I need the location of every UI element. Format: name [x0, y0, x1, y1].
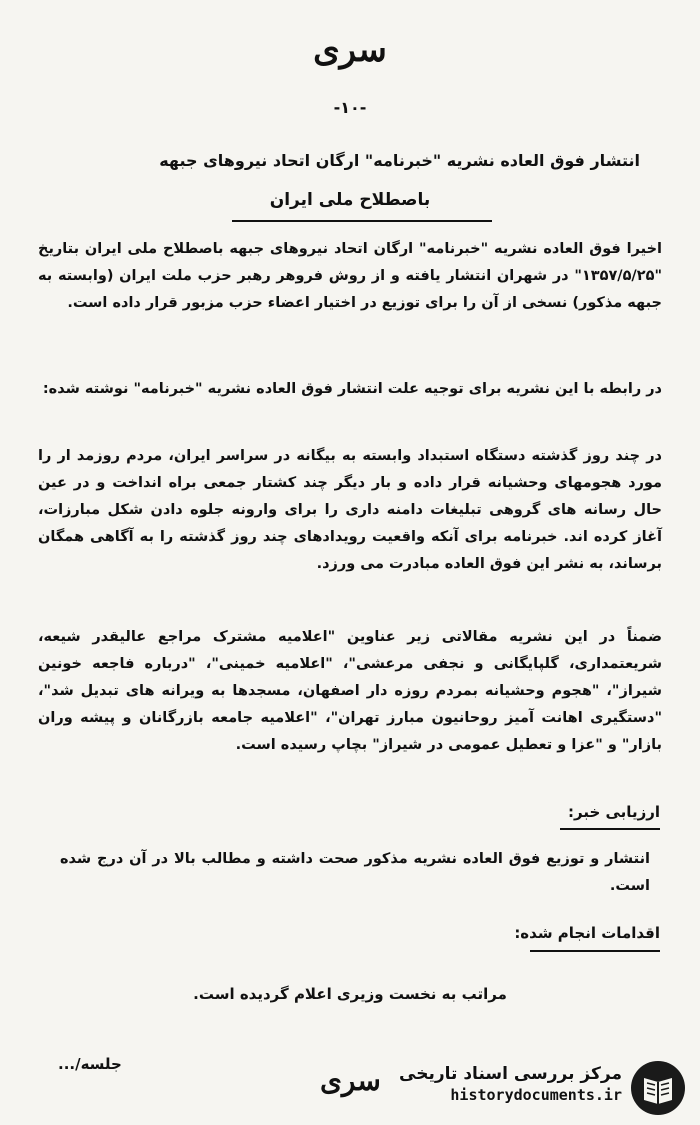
watermark-title: مرکز بررسی اسناد تاریخی: [399, 1064, 622, 1084]
actions-text: مراتب به نخست وزیری اعلام گردیده است.: [193, 985, 507, 1003]
watermark-text: [399, 1064, 622, 1104]
classification-stamp: سری: [313, 30, 387, 70]
footer-classification-stamp: سری: [320, 1064, 381, 1097]
paragraph-4: ضمناً در این نشریه مقالاتی زیر عناوین "اعلامیه مشترک مراجع عالیقدر شیعه، شریعتمداری، گلپایگانی و نجفی مرعشی"، "اعلامیه خمینی"، "درباره فاجعه خونین شیراز"، "هجوم وحشیانه بمردم روزه دار اصفهان، مسجدها به ویرانه های تبدیل شد"، "دستگیری اهانت آمیز روحانیون مبارز تهران"، "اعلامیه جامعه بازرگانان و پیشه وران بازار" و "عزا و تعطیل عمومی در شیراز" بچاپ رسیده است.: [38, 629, 662, 753]
paragraph-1: اخیرا فوق العاده نشریه "خبرنامه" ارگان اتحاد نیروهای جبهه باصطلاح ملی ایران بتاریخ "۱۳۵۷/۵/۲۵" در شهران انتشار یافته و از روش فروهر رهبر حزب ملت ایران (وابسته به جبهه مذکور) نسخی از آن را برای توزیع در اختیار اعضاء حزب مزبور قرار داده است.: [38, 241, 662, 311]
page-number: -۱۰-: [333, 98, 367, 117]
actions-underline: [530, 950, 660, 952]
watermark-url: historydocuments.ir: [450, 1086, 622, 1104]
title-underline: [232, 220, 492, 222]
evaluation-text: انتشار و توزیع فوق العاده نشریه مذکور صحت داشته و مطالب بالا در آن درج شده است.: [60, 851, 650, 894]
document-title: انتشار فوق العاده نشریه "خبرنامه" ارگان اتحاد نیروهای جبهه: [159, 151, 640, 170]
paragraph-2: در رابطه با این نشریه برای توجیه علت انتشار فوق العاده نشریه "خبرنامه" نوشته شده:: [42, 381, 662, 397]
watermark: [390, 1060, 690, 1116]
book-logo-icon: [630, 1060, 686, 1116]
session-number: جلسه/...: [58, 1055, 122, 1073]
actions-heading: اقدامات انجام شده:: [514, 924, 660, 942]
paragraph-3: در چند روز گذشته دستگاه استبداد وابسته به بیگانه در سراسر ایران، مردم روزمد ار را مورد هجومهای وحشیانه قرار داده و بار دیگر چند کشتار جمعی براه انداخت و در عین حال رسانه های گروهی تبلیغات دامنه داری را برای وارونه جلوه دادن شکل مبارزات، آغاز کرده اند. خبرنامه برای آنکه واقعیت رویدادهای چند روز گذشته را به آگاهی همگان برساند، به نشر این فوق العاده مبادرت می ورزد.: [38, 448, 662, 572]
evaluation-heading: ارزیابی خبر:: [568, 803, 660, 821]
evaluation-underline: [560, 828, 660, 830]
document-subtitle: باصطلاح ملی ایران: [269, 190, 431, 210]
